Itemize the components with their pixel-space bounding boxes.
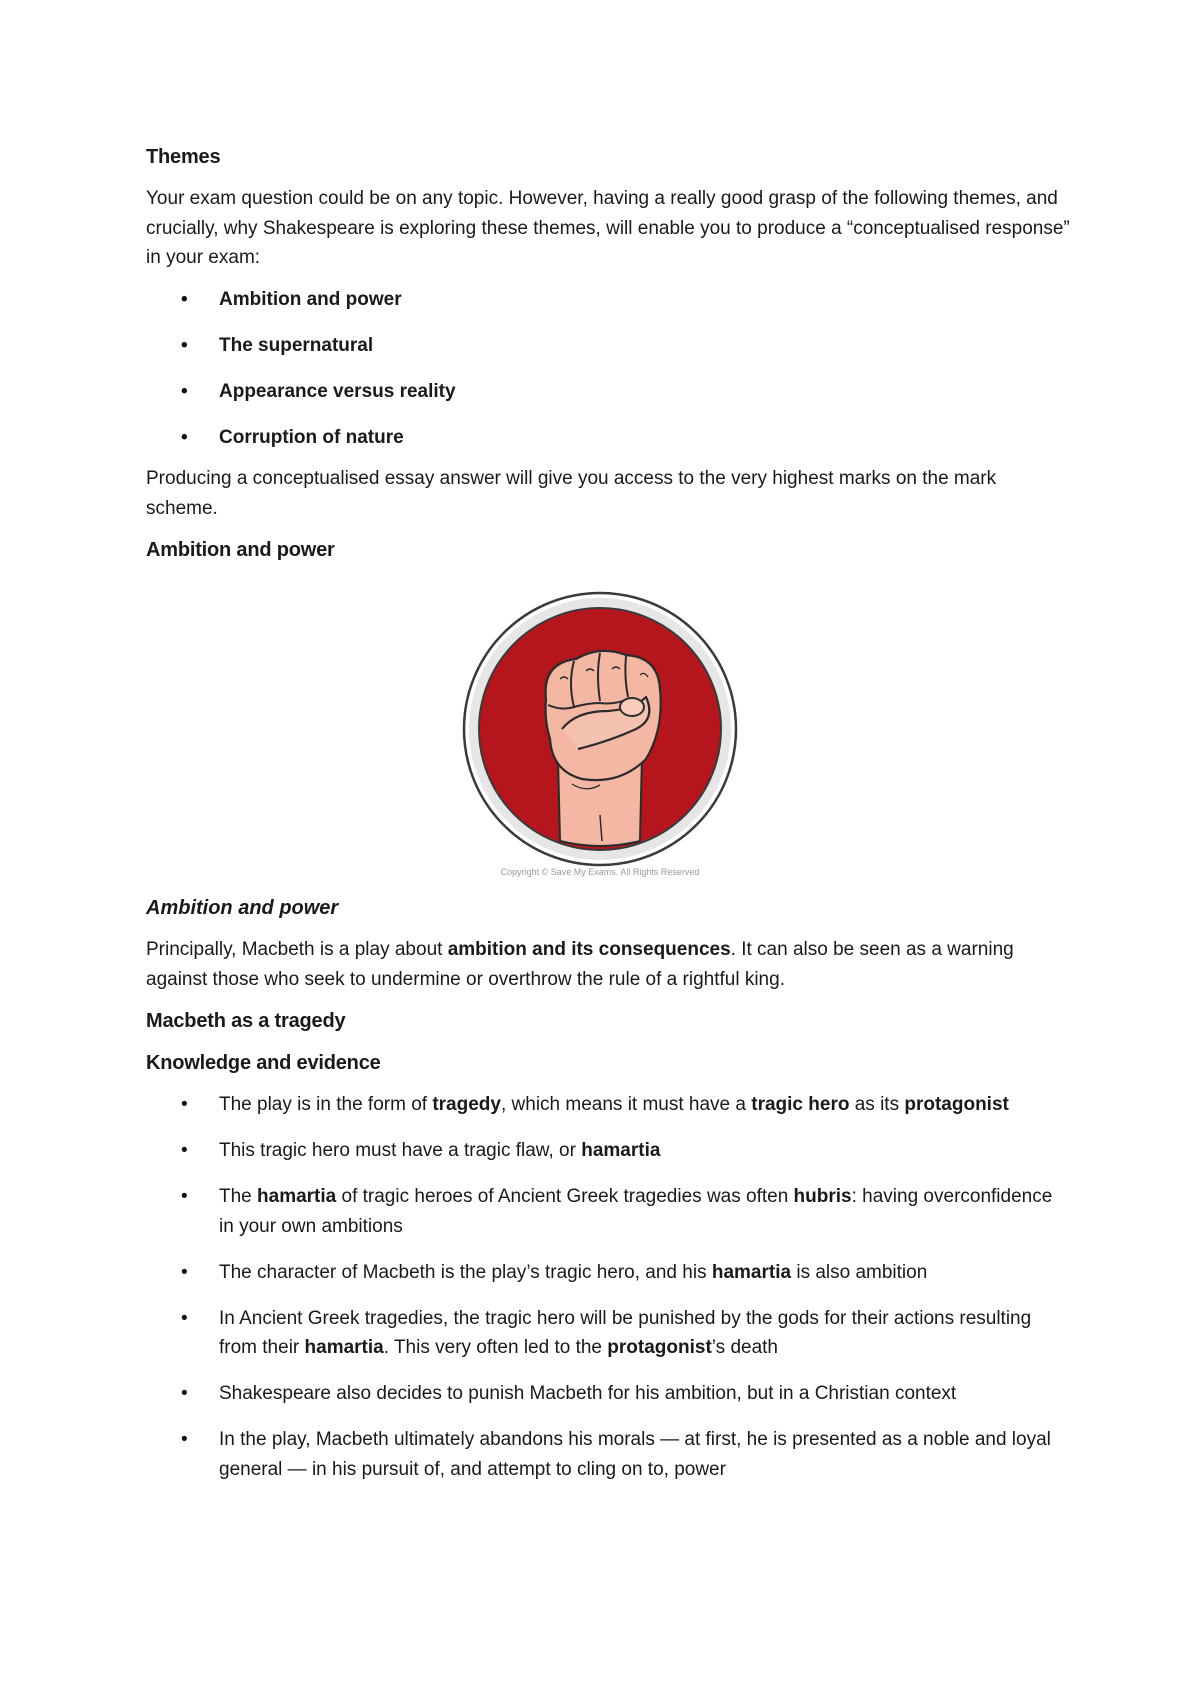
bullet-text: as its — [849, 1094, 905, 1115]
bold-term: protagonist — [607, 1337, 712, 1358]
list-item — [146, 1425, 1070, 1484]
list-item — [146, 1258, 1070, 1288]
themes-heading: Themes — [146, 146, 221, 168]
bullet-text: , which means it must have a — [500, 1094, 752, 1115]
list-item — [146, 1182, 1070, 1241]
bullet-text: : having overconfidence in your own ambitions — [219, 1186, 1053, 1237]
raised-fist-icon — [450, 579, 750, 879]
bold-term: hamartia — [304, 1337, 384, 1358]
bullet-text: The character of Macbeth is the play’s tragic hero, and his — [219, 1261, 712, 1283]
bold-term: hamartia — [711, 1261, 792, 1283]
themes-outro: Producing a conceptualised essay answer will give you access to the very highest marks on the mark scheme. — [146, 468, 997, 519]
tragedy-heading: Macbeth as a tragedy — [146, 1010, 346, 1032]
themes-intro: Your exam question could be on any topic. However, having a really good grasp of the following themes, and crucially, why Shakespeare is exploring these themes, will enable you to produce a “conceptualised response” in your exam: — [146, 188, 1070, 268]
list-item — [146, 1304, 1070, 1363]
bullet-text: of tragic heroes of Ancient Greek tragedies was often — [336, 1186, 794, 1207]
ambition-paragraph — [146, 935, 1070, 994]
para-bold-text: ambition and its consequences — [447, 939, 731, 960]
bullet-text: In Ancient Greek tragedies, the tragic hero will be punished by the gods for their actions resulting from their — [219, 1307, 1032, 1358]
bold-term: hubris — [793, 1186, 852, 1207]
bold-term: tragedy — [432, 1094, 501, 1115]
ambition-heading: Ambition and power — [146, 539, 335, 561]
para-text: . It can also be seen as a warning against those who seek to undermine or overthrow the rule of a rightful king. — [146, 939, 1014, 990]
image-caption: Ambition and power — [146, 897, 339, 919]
fist-illustration — [450, 579, 750, 879]
bullet-text: is also ambition — [791, 1261, 928, 1283]
list-item: • The supernatural — [146, 331, 1070, 361]
image-copyright: Copyright © Save My Exams. All Rights Reserved — [500, 867, 700, 877]
bullet-text: ’s death — [711, 1337, 778, 1358]
bold-term: hamartia — [257, 1186, 337, 1207]
bullet-text: . This very often led to the — [383, 1337, 608, 1358]
bullet-text: The — [219, 1186, 258, 1207]
list-item: • Ambition and power — [146, 285, 1070, 315]
list-item — [146, 1136, 1070, 1166]
bold-term: tragic hero — [751, 1094, 850, 1115]
bullet-text: Shakespeare also decides to punish Macbeth for his ambition, but in a Christian context — [219, 1383, 957, 1404]
list-item: • Corruption of nature — [146, 423, 1070, 453]
themes-list — [146, 285, 1070, 453]
bullet-text: This tragic hero must have a tragic flaw, or — [219, 1140, 582, 1161]
bold-term: hamartia — [581, 1140, 661, 1161]
bullet-text: The play is in the form of — [219, 1094, 433, 1115]
evidence-list — [146, 1090, 1070, 1484]
list-item — [146, 1090, 1070, 1120]
bold-term: protagonist — [904, 1094, 1009, 1115]
tragedy-subheading: Knowledge and evidence — [146, 1052, 381, 1074]
bullet-text: In the play, Macbeth ultimately abandons his morals — at first, he is presented as a noble and loyal general — in his pursuit of, and attempt to cling on to, power — [219, 1429, 1051, 1480]
para-text: Principally, Macbeth is a play about — [146, 939, 448, 960]
list-item: • Appearance versus reality — [146, 377, 1070, 407]
list-item — [146, 1379, 1070, 1409]
